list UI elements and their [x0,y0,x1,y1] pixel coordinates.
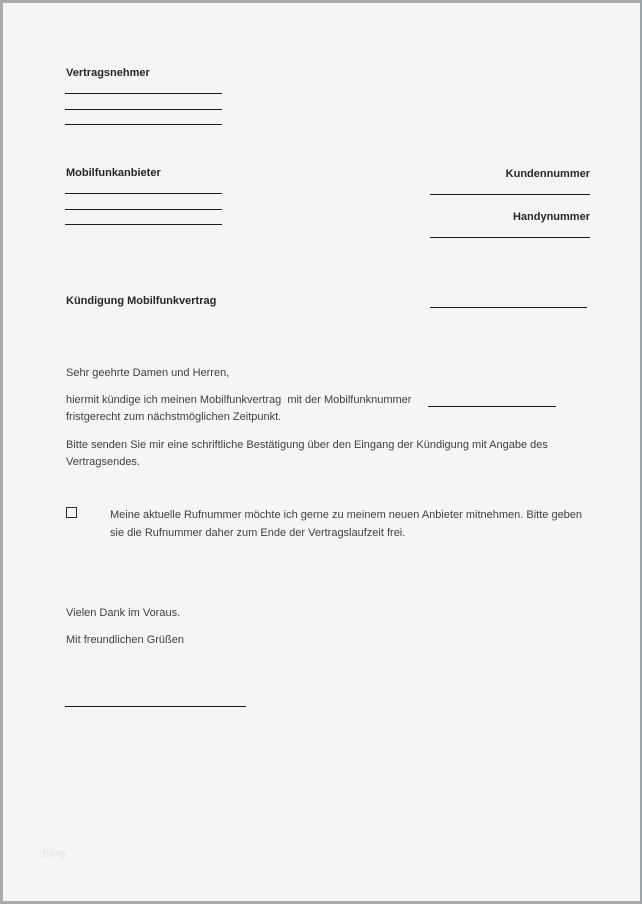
paragraph1-line1: hiermit kündige ich meinen Mobilfunkvertrag mit der Mobilfunknummer [66,394,412,406]
salutation: Sehr geehrte Damen und Herren, [66,367,230,379]
provider-fill-line-1 [65,193,222,194]
paragraph1-line2: fristgerecht zum nächstmöglichen Zeitpunkt. [66,411,282,423]
closing-line: Mit freundlichen Grüßen [66,634,184,646]
mobile-number-fill-line [428,406,556,407]
provider-fill-line-2 [65,209,222,210]
customer-number-label: Kundennummer [505,168,590,180]
provider-fill-line-3 [65,224,222,225]
paragraph2-line2: Vertragsendes. [66,456,140,468]
number-portability-checkbox [66,507,77,518]
recipient-fill-line-1 [65,93,222,94]
checkbox-text-line1: Meine aktuelle Rufnummer möchte ich gerne zu meinem neuen Anbieter mitnehmen. Bitte geben [110,509,583,521]
recipient-label: Vertragsnehmer [66,67,150,79]
customer-number-fill-line [430,194,590,195]
recipient-fill-line-2 [65,109,222,110]
paragraph2-line1: Bitte senden Sie mir eine schriftliche Bestätigung über den Eingang der Kündigung mit Angabe des [66,439,548,451]
recipient-fill-line-3 [65,124,222,125]
provider-label: Mobilfunkanbieter [66,167,161,179]
subject-line: Kündigung Mobilfunkvertrag [66,295,217,307]
phone-number-label: Handynummer [512,211,590,223]
watermark-text: blog [43,848,66,860]
signature-fill-line [65,706,246,707]
phone-number-fill-line [430,237,590,238]
date-fill-line [430,307,587,308]
checkbox-text-line2: sie die Rufnummer daher zum Ende der Vertragslaufzeit frei. [110,527,406,539]
thanks-line: Vielen Dank im Voraus. [66,607,181,619]
